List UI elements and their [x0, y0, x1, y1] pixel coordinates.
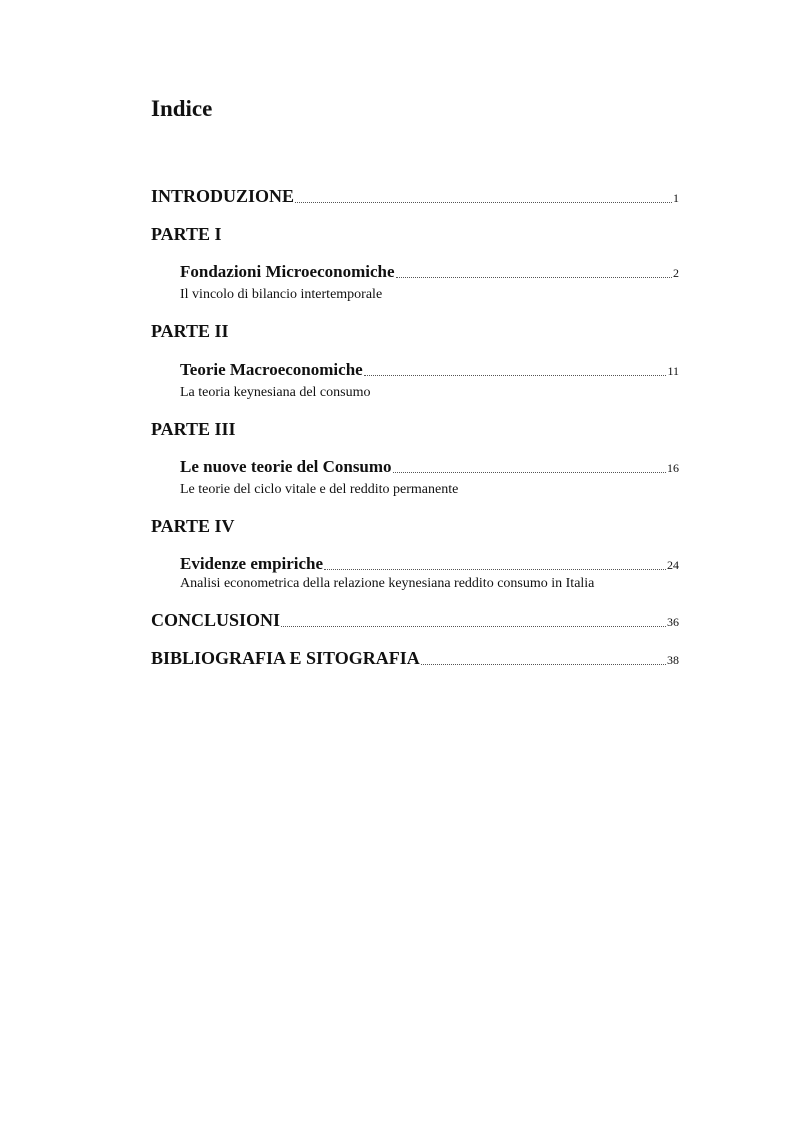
toc-entry-page-number: 11	[667, 364, 679, 378]
dot-leader	[281, 626, 666, 627]
toc-entry-label: BIBLIOGRAFIA E SITOGRAFIA	[151, 648, 420, 668]
toc-entry-page-number: 16	[667, 461, 679, 475]
toc-entry-page-number: 2	[673, 266, 679, 280]
toc-entry-label: CONCLUSIONI	[151, 610, 281, 630]
toc-entry-label: Evidenze empiriche	[180, 554, 324, 573]
toc-entry-nuove-teorie-consumo[interactable]	[180, 456, 679, 479]
part-heading-2: PARTE II	[151, 321, 229, 341]
toc-entry-evidenze-empiriche[interactable]	[180, 553, 679, 576]
part-heading-4: PARTE IV	[151, 516, 235, 536]
chapter-description: La teoria keynesiana del consumo	[180, 385, 371, 400]
dot-leader	[393, 472, 666, 473]
toc-entry-teorie-macroeconomiche[interactable]	[180, 359, 679, 382]
dot-leader	[396, 277, 672, 278]
toc-entry-page-number: 38	[667, 653, 679, 667]
toc-entry-conclusioni[interactable]	[151, 609, 679, 633]
toc-entry-label: Fondazioni Microeconomiche	[180, 262, 395, 281]
dot-leader	[421, 664, 666, 665]
toc-entry-introduzione[interactable]	[151, 185, 679, 209]
toc-entry-page-number: 1	[673, 191, 679, 205]
toc-entry-page-number: 36	[667, 615, 679, 629]
toc-entry-label: Teorie Macroeconomiche	[180, 360, 363, 379]
toc-entry-bibliografia[interactable]	[151, 647, 679, 671]
dot-leader	[364, 375, 667, 376]
chapter-description: Le teorie del ciclo vitale e del reddito permanente	[180, 482, 459, 497]
page-title: Indice	[151, 96, 213, 121]
chapter-description: Analisi econometrica della relazione keynesiana reddito consumo in Italia	[180, 576, 595, 591]
part-heading-3: PARTE III	[151, 419, 236, 439]
toc-entry-label: Le nuove teorie del Consumo	[180, 457, 392, 476]
part-heading-1: PARTE I	[151, 224, 222, 244]
toc-entry-label: INTRODUZIONE	[151, 186, 295, 206]
dot-leader	[324, 569, 666, 570]
toc-entry-fondazioni-microeconomiche[interactable]	[180, 261, 679, 284]
chapter-description: Il vincolo di bilancio intertemporale	[180, 287, 383, 302]
toc-entry-page-number: 24	[667, 558, 679, 572]
dot-leader	[295, 202, 672, 203]
